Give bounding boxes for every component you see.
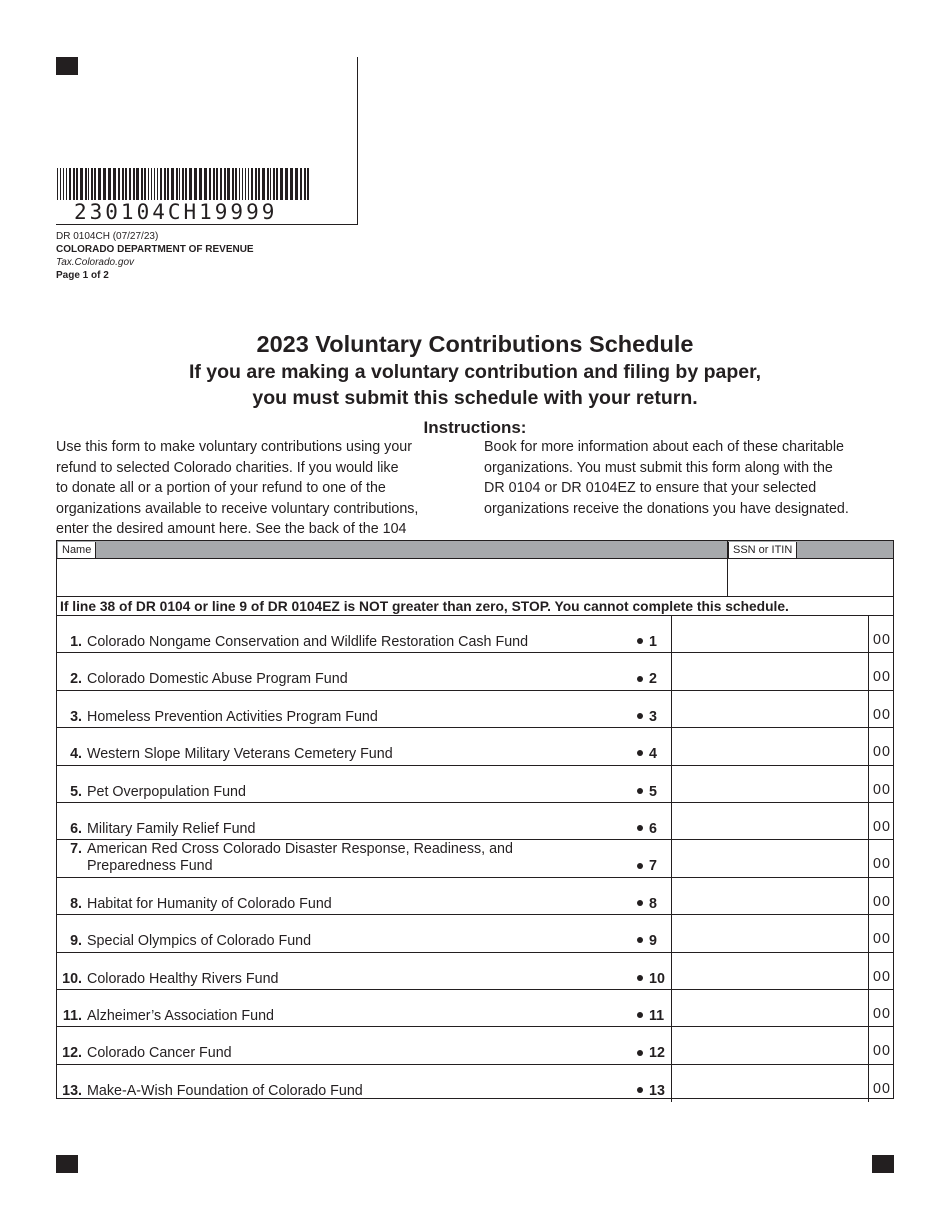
barcode [56,168,310,200]
barcode-bar [129,168,131,200]
department-name: COLORADO DEPARTMENT OF REVENUE [56,244,254,255]
contribution-row [57,990,893,1027]
bullet-icon [637,1087,643,1093]
contribution-row [57,691,893,728]
amount-input[interactable] [671,616,869,652]
barcode-bar [60,168,61,200]
name-label: Name [58,542,96,558]
contribution-row [57,953,893,990]
line-number: 3. [70,708,82,725]
instruction-line: organizations available to receive voluntary contributions, [56,500,419,517]
line-number: 13. [62,1082,82,1099]
cents-field: 00 [873,1080,891,1097]
barcode-bar [300,168,302,200]
subtitle-line-2: you must submit this schedule with your return. [252,387,698,409]
contribution-row [57,653,893,690]
fund-label [87,784,246,801]
instruction-line: Book for more information about each of these charitable [484,439,845,455]
bullet-icon [637,676,643,682]
line-number: 8. [70,895,82,912]
line-ref [637,746,671,762]
instruction-line: organizations. You must submit this form along with the [484,459,833,476]
barcode-bar [125,168,127,200]
line-ref [637,1083,671,1099]
registration-mark-top-left [56,57,78,75]
line-number: 11. [62,1008,82,1024]
barcode-bar [113,168,116,200]
barcode-bar [194,168,197,200]
contributions-form [56,540,894,1099]
barcode-bar [224,168,226,200]
fund-label [87,709,378,726]
contribution-row [57,1065,893,1102]
bullet-icon [637,1012,643,1018]
line-number: 9. [70,933,82,950]
cents-field: 00 [873,1006,891,1022]
bullet-icon [637,713,643,719]
fund-name: Alzheimer’s Association Fund [87,1008,275,1024]
barcode-bar [154,168,155,200]
line-ref-number: 5 [649,783,657,800]
instruction-line: Use this form to make voluntary contributions using your [56,439,412,455]
instruction-line: DR 0104 or DR 0104EZ to ensure that your selected [484,480,817,496]
contribution-row [57,840,893,877]
barcode-bar [85,168,87,200]
barcode-bar [148,168,149,200]
amount-input[interactable] [671,915,869,951]
barcode-bar [66,168,67,200]
line-ref [637,1045,671,1061]
barcode-bar [262,168,265,200]
cents-field: 00 [873,781,891,798]
line-ref [637,858,671,874]
cents-field: 00 [873,968,891,985]
line-ref [637,971,671,987]
fund-label [87,841,513,875]
amount-input[interactable] [671,878,869,914]
amount-input[interactable] [671,990,869,1026]
bullet-icon [637,825,643,831]
contribution-row [57,878,893,915]
line-number: 4. [70,746,82,763]
page-number: Page 1 of 2 [56,270,109,281]
subtitle-line-1: If you are making a voluntary contribution and filing by paper, [188,361,762,383]
instruction-line: enter the desired amount here. See the back of the 104 [56,521,407,537]
bullet-icon [637,1050,643,1056]
barcode-bar [251,168,253,200]
barcode-bar [91,168,93,200]
instructions-left-column [56,437,456,540]
instructions-right-column [484,437,884,519]
website: Tax.Colorado.gov [56,257,135,268]
fund-name: Homeless Prevention Activities Program Fund [87,708,378,725]
cents-field: 00 [873,1043,891,1060]
barcode-bar [80,168,83,200]
contribution-row [57,915,893,952]
barcode-bar [276,168,278,200]
instruction-line: organizations receive the donations you have designated. [484,500,849,517]
fund-name: Colorado Domestic Abuse Program Fund [87,671,348,688]
line-number: 7. [70,841,82,858]
line-ref [637,671,671,687]
barcode-bar [76,168,78,200]
barcode-bar [73,168,75,200]
line-ref [637,634,671,650]
bullet-icon [637,900,643,906]
instructions-heading: Instructions: [423,418,527,437]
barcode-bar [255,168,257,200]
fund-name: Pet Overpopulation Fund [87,783,246,800]
fund-label [87,1083,363,1100]
fund-name: Colorado Nongame Conservation and Wildlife Restoration Cash Fund [87,634,529,650]
contribution-row [57,728,893,765]
barcode-bar [108,168,111,200]
cents-field: 00 [873,931,891,948]
contribution-row [57,766,893,803]
contribution-row [57,616,893,653]
cents-field: 00 [873,632,891,648]
line-ref-number: 8 [649,895,657,912]
barcode-bar [69,168,71,200]
amount-input[interactable] [671,840,869,876]
barcode-bar [57,168,58,200]
form-id: DR 0104CH (07/27/23) [56,231,159,242]
barcode-number: 230104CH19999 [74,200,278,224]
barcode-bar [144,168,146,200]
barcode-bar [167,168,169,200]
barcode-bar [160,168,162,200]
bullet-icon [637,638,643,644]
fund-label [87,746,393,763]
line-ref-number: 2 [649,671,657,688]
line-ref-number: 6 [649,821,657,837]
instruction-line: refund to selected Colorado charities. If you would like [56,459,399,476]
fund-label [87,634,528,651]
barcode-bar [258,168,260,200]
barcode-bar [232,168,234,200]
barcode-bar [171,168,174,200]
barcode-bar [220,168,222,200]
barcode-bar [98,168,101,200]
barcode-bar [179,168,180,200]
barcode-bar [182,168,184,200]
cents-field: 00 [873,856,891,873]
instruction-line: to donate all or a portion of your refund to one of the [56,480,386,496]
ssn-field[interactable] [728,559,893,596]
fund-label [87,821,255,838]
line-ref [637,1008,671,1024]
line-ref-number: 7 [649,858,657,875]
barcode-bar [103,168,106,200]
barcode-bar [151,168,152,200]
line-ref-number: 13 [649,1082,665,1099]
registration-mark-bottom-left [56,1155,78,1173]
line-ref-number: 12 [649,1045,665,1062]
contribution-row [57,803,893,840]
amount-input[interactable] [671,1065,869,1102]
barcode-bar [270,168,271,200]
line-ref-number: 1 [649,634,657,650]
line-ref [637,709,671,725]
barcode-bar [267,168,269,200]
bullet-icon [637,750,643,756]
line-ref [637,896,671,912]
fund-label [87,933,311,950]
barcode-bar [88,168,89,200]
page-title: 2023 Voluntary Contributions Schedule [256,331,694,357]
barcode-bar [199,168,202,200]
line-number: 10. [62,970,82,987]
fund-label [87,1045,232,1062]
amount-input[interactable] [671,803,869,839]
barcode-bar [213,168,215,200]
barcode-bar [204,168,207,200]
barcode-bar [118,168,120,200]
bullet-icon [637,937,643,943]
barcode-bar [295,168,298,200]
header-box-right-border [357,57,358,224]
bullet-icon [637,975,643,981]
fund-name: Special Olympics of Colorado Fund [87,933,312,950]
barcode-bar [157,168,158,200]
cents-field: 00 [873,744,891,761]
barcode-bar [122,168,124,200]
barcode-bar [227,168,230,200]
barcode-bar [307,168,309,200]
fund-name: Make-A-Wish Foundation of Colorado Fund [87,1082,363,1099]
line-number: 1. [70,634,82,650]
amount-input[interactable] [671,953,869,989]
header-box-bottom-border [56,224,358,225]
line-number: 12. [62,1045,82,1062]
barcode-bar [242,168,243,200]
barcode-bar [185,168,187,200]
fund-name: Military Family Relief Fund [87,821,256,837]
fund-label [87,896,332,913]
line-number: 6. [70,821,82,837]
line-ref-number: 11 [649,1008,665,1024]
amount-input[interactable] [671,1027,869,1063]
fund-label [87,671,348,688]
contribution-row [57,1027,893,1064]
line-number: 2. [70,671,82,688]
barcode-bar [164,168,166,200]
fund-name: American Red Cross Colorado Disaster Response, Readiness, and [87,841,513,858]
cents-field: 00 [873,669,891,686]
fund-name: Colorado Healthy Rivers Fund [87,970,279,987]
registration-mark-bottom-right [872,1155,894,1173]
fund-label [87,971,279,988]
barcode-bar [189,168,192,200]
barcode-bar [304,168,306,200]
cents-field: 00 [873,706,891,723]
bullet-icon [637,788,643,794]
barcode-bar [141,168,143,200]
amount-input[interactable] [671,653,869,689]
fund-label [87,1008,274,1025]
amount-input[interactable] [671,728,869,764]
barcode-bar [209,168,211,200]
barcode-bar [290,168,293,200]
amount-input[interactable] [671,691,869,727]
barcode-bar [176,168,178,200]
barcode-bar [248,168,249,200]
line-ref-number: 10 [649,970,665,987]
cents-field: 00 [873,893,891,910]
barcode-bar [133,168,135,200]
barcode-bar [239,168,240,200]
fund-name: Habitat for Humanity of Colorado Fund [87,895,332,912]
fund-name: Colorado Cancer Fund [87,1045,232,1062]
line-ref [637,784,671,800]
line-ref-number: 4 [649,746,657,763]
barcode-bar [245,168,246,200]
barcode-bar [63,168,64,200]
barcode-bar [285,168,288,200]
amount-input[interactable] [671,766,869,802]
bullet-icon [637,863,643,869]
stop-notice: If line 38 of DR 0104 or line 9 of DR 0104EZ is NOT greater than zero, STOP. You cannot complete this schedule. [57,596,893,616]
barcode-bar [216,168,218,200]
fund-name: Western Slope Military Veterans Cemetery Fund [87,746,393,763]
line-ref-number: 9 [649,933,657,950]
barcode-bar [235,168,237,200]
name-field[interactable] [57,559,727,596]
ssn-label: SSN or ITIN [728,542,797,558]
cents-field: 00 [873,819,891,835]
line-number: 5. [70,783,82,800]
line-ref [637,933,671,949]
name-header-bar [57,541,893,559]
barcode-bar [273,168,275,200]
fund-name-cont: Preparedness Fund [87,858,213,875]
line-ref [637,821,671,837]
barcode-bar [136,168,139,200]
barcode-bar [280,168,283,200]
barcode-bar [94,168,96,200]
line-ref-number: 3 [649,708,657,725]
